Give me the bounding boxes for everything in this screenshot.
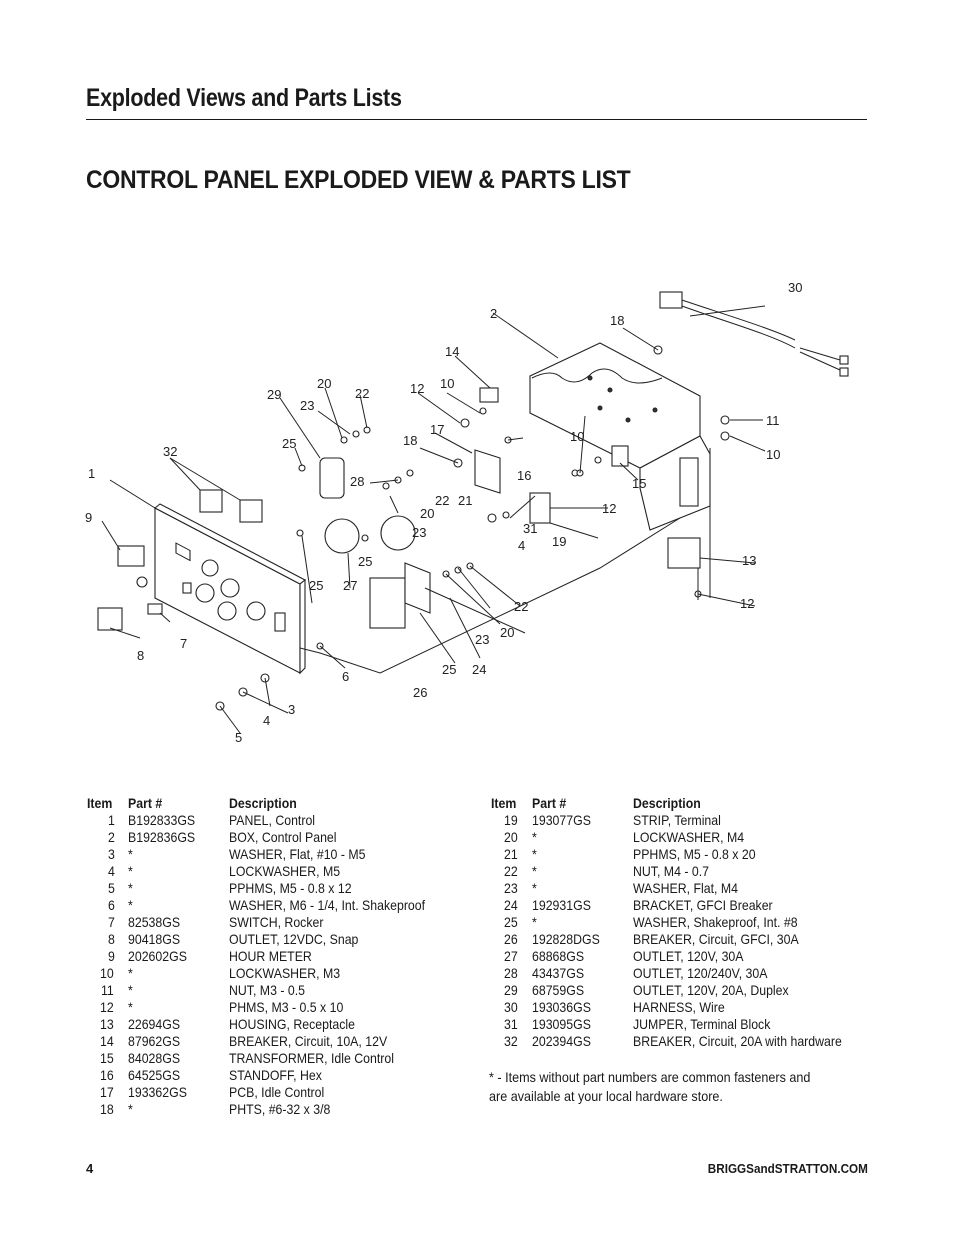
callout-label: 22 — [355, 386, 370, 401]
callout-label: 17 — [430, 422, 445, 437]
item-cell: 16 — [100, 1067, 115, 1083]
item-cell: 22 — [504, 863, 519, 879]
part-number-cell: * — [128, 863, 133, 879]
part-number-cell: 193095GS — [532, 1016, 591, 1032]
table-header-row — [490, 795, 870, 812]
part-number-cell: * — [532, 914, 537, 930]
description-cell: HOUSING, Receptacle — [229, 1016, 355, 1032]
part-number-cell: 192931GS — [532, 897, 591, 913]
part-number-cell: 43437GS — [532, 965, 585, 981]
description-cell: PPHMS, M5 - 0.8 x 20 — [633, 846, 756, 862]
outlet-120v-30a-part — [325, 519, 359, 553]
section-title: Exploded Views and Parts Lists — [86, 84, 402, 112]
description-cell: SWITCH, Rocker — [229, 914, 324, 930]
item-cell: 19 — [504, 812, 519, 828]
part-number-cell: 87962GS — [128, 1033, 181, 1049]
part-number-cell: 22694GS — [128, 1016, 181, 1032]
exploded-view-drawing — [80, 268, 880, 758]
item-cell: 27 — [504, 948, 519, 964]
callout-label: 32 — [163, 444, 178, 459]
description-cell: JUMPER, Terminal Block — [633, 1016, 771, 1032]
table-row — [490, 948, 870, 965]
rocker-switch-part — [148, 604, 162, 614]
description-cell: WASHER, Flat, #10 - M5 — [229, 846, 366, 862]
breaker-10a-part — [480, 388, 498, 402]
callout-label: 25 — [358, 554, 373, 569]
callout-label: 25 — [309, 578, 324, 593]
callout-label: 10 — [440, 376, 455, 391]
callout-label: 30 — [788, 280, 803, 295]
table-row — [490, 982, 870, 999]
table-row — [490, 863, 870, 880]
callout-label: 22 — [435, 493, 450, 508]
table-row — [86, 829, 452, 846]
part-number-cell: 202602GS — [128, 948, 187, 964]
callout-label: 27 — [343, 578, 358, 593]
callout-label: 25 — [442, 662, 457, 677]
item-cell: 1 — [108, 812, 116, 828]
callout-label: 13 — [742, 553, 757, 568]
item-cell: 32 — [504, 1033, 519, 1049]
item-cell: 29 — [504, 982, 519, 998]
part-number-cell: 193362GS — [128, 1084, 187, 1100]
part-header: Part # — [532, 795, 567, 811]
callout-label: 20 — [500, 625, 515, 640]
part-number-cell: * — [532, 863, 537, 879]
table-row — [490, 880, 870, 897]
item-cell: 13 — [100, 1016, 115, 1032]
table-row — [490, 1016, 870, 1033]
table-row — [86, 965, 452, 982]
page-title: CONTROL PANEL EXPLODED VIEW & PARTS LIST — [86, 166, 631, 194]
callout-label: 18 — [403, 433, 418, 448]
item-cell: 5 — [108, 880, 116, 896]
callout-label: 8 — [137, 648, 145, 663]
table-row — [86, 1033, 452, 1050]
callout-label: 11 — [766, 413, 780, 428]
callout-label: 21 — [458, 493, 473, 508]
table-row — [86, 863, 452, 880]
description-cell: NUT, M3 - 0.5 — [229, 982, 305, 998]
callout-label: 2 — [490, 306, 498, 321]
callout-label: 10 — [570, 429, 585, 444]
callout-label: 24 — [472, 662, 487, 677]
item-header: Item — [87, 795, 113, 811]
item-cell: 7 — [108, 914, 116, 930]
footnote — [489, 1068, 869, 1106]
callout-label: 28 — [350, 474, 365, 489]
description-header: Description — [633, 795, 701, 811]
description-cell: BREAKER, Circuit, 10A, 12V — [229, 1033, 388, 1049]
footnote-line: * - Items without part numbers are common fasteners and — [489, 1069, 811, 1085]
breaker-32b-part — [240, 500, 262, 522]
description-cell: LOCKWASHER, M3 — [229, 965, 341, 981]
part-number-cell: 82538GS — [128, 914, 181, 930]
callout-label: 23 — [300, 398, 315, 413]
description-cell: WASHER, Shakeproof, Int. #8 — [633, 914, 798, 930]
description-cell: PANEL, Control — [229, 812, 316, 828]
parts-table-left — [86, 795, 452, 1118]
gfci-breaker-part — [370, 578, 405, 628]
part-number-cell: 90418GS — [128, 931, 181, 947]
exploded-view-diagram — [80, 268, 880, 758]
control-box-part — [530, 343, 710, 530]
item-cell: 8 — [108, 931, 116, 947]
table-row — [86, 982, 452, 999]
item-cell: 11 — [101, 982, 115, 998]
item-cell: 6 — [108, 897, 116, 913]
table-row — [86, 1050, 452, 1067]
table-row — [86, 931, 452, 948]
table-row — [86, 812, 452, 829]
description-cell: STRIP, Terminal — [633, 812, 721, 828]
item-cell: 15 — [100, 1050, 115, 1066]
table-row — [86, 880, 452, 897]
item-cell: 25 — [504, 914, 519, 930]
part-number-cell: * — [532, 880, 537, 896]
wire-harness-part — [660, 292, 848, 376]
description-cell: BREAKER, Circuit, GFCI, 30A — [633, 931, 799, 947]
item-cell: 9 — [108, 948, 116, 964]
part-number-cell: 193036GS — [532, 999, 591, 1015]
item-cell: 17 — [100, 1084, 115, 1100]
callout-label: 12 — [602, 501, 617, 516]
description-cell: OUTLET, 12VDC, Snap — [229, 931, 359, 947]
part-number-cell: 192828DGS — [532, 931, 600, 947]
item-cell: 21 — [504, 846, 519, 862]
description-cell: LOCKWASHER, M4 — [633, 829, 745, 845]
table-row — [86, 897, 452, 914]
part-number-cell: * — [128, 982, 133, 998]
item-cell: 10 — [100, 965, 115, 981]
website-footer: BRIGGSandSTRATTON.COM — [707, 1161, 868, 1176]
callout-label: 5 — [235, 730, 243, 745]
part-number-cell: B192833GS — [128, 812, 196, 828]
description-cell: BRACKET, GFCI Breaker — [633, 897, 773, 913]
part-number-cell: * — [128, 1101, 133, 1117]
part-number-cell: B192836GS — [128, 829, 196, 845]
item-cell: 26 — [504, 931, 519, 947]
description-cell: WASHER, Flat, M4 — [633, 880, 738, 896]
part-number-cell: * — [128, 965, 133, 981]
description-cell: HOUR METER — [229, 948, 312, 964]
description-cell: STANDOFF, Hex — [229, 1067, 322, 1083]
outlet-12v-part — [98, 608, 122, 630]
description-cell: TRANSFORMER, Idle Control — [229, 1050, 394, 1066]
callout-label: 31 — [523, 521, 538, 536]
table-row — [86, 1101, 452, 1118]
table-header-row — [86, 795, 452, 812]
callout-label: 26 — [413, 685, 428, 700]
callout-label: 20 — [317, 376, 332, 391]
header-rule — [86, 119, 867, 120]
description-cell: NUT, M4 - 0.7 — [633, 863, 709, 879]
description-cell: BOX, Control Panel — [229, 829, 337, 845]
callout-label: 19 — [552, 534, 567, 549]
table-row — [490, 965, 870, 982]
callout-label: 16 — [517, 468, 532, 483]
table-row — [490, 999, 870, 1016]
description-cell: BREAKER, Circuit, 20A with hardware — [633, 1033, 842, 1049]
breaker-32a-part — [200, 490, 222, 512]
item-cell: 2 — [108, 829, 116, 845]
description-header: Description — [229, 795, 297, 811]
description-cell: LOCKWASHER, M5 — [229, 863, 341, 879]
table-row — [86, 1016, 452, 1033]
control-panel-part — [155, 504, 305, 673]
page-number: 4 — [86, 1161, 94, 1176]
callout-label: 1 — [88, 466, 96, 481]
item-cell: 4 — [108, 863, 116, 879]
table-row — [490, 829, 870, 846]
callout-label: 18 — [610, 313, 625, 328]
part-number-cell: 202394GS — [532, 1033, 591, 1049]
callout-label: 20 — [420, 506, 435, 521]
item-cell: 24 — [504, 897, 519, 913]
callout-label: 6 — [342, 669, 350, 684]
part-number-cell: * — [128, 999, 133, 1015]
part-number-cell: 193077GS — [532, 812, 591, 828]
callout-label: 12 — [740, 596, 755, 611]
item-cell: 3 — [108, 846, 116, 862]
callout-label: 14 — [445, 344, 460, 359]
footnote-line: are available at your local hardware store. — [489, 1088, 723, 1104]
part-number-cell: 68868GS — [532, 948, 585, 964]
part-number-cell: * — [128, 897, 133, 913]
description-cell: PCB, Idle Control — [229, 1084, 325, 1100]
callout-label: 29 — [267, 387, 282, 402]
hour-meter-part — [118, 546, 144, 566]
callout-label: 7 — [180, 636, 188, 651]
callout-label: 25 — [282, 436, 297, 451]
table-row — [86, 1067, 452, 1084]
outlet-240v-30a-part — [381, 516, 415, 550]
part-number-cell: 64525GS — [128, 1067, 181, 1083]
callout-label: 10 — [766, 447, 781, 462]
item-cell: 31 — [504, 1016, 519, 1032]
receptacle-housing-part — [668, 538, 700, 568]
table-row — [490, 1033, 870, 1050]
table-row — [490, 931, 870, 948]
part-header: Part # — [128, 795, 163, 811]
item-cell: 28 — [504, 965, 519, 981]
table-row — [490, 914, 870, 931]
item-cell: 12 — [100, 999, 115, 1015]
callout-label: 22 — [514, 599, 529, 614]
duplex-outlet-part — [320, 458, 344, 498]
callout-label: 4 — [518, 538, 526, 553]
part-number-cell: 84028GS — [128, 1050, 181, 1066]
item-cell: 14 — [100, 1033, 115, 1049]
callout-label: 23 — [475, 632, 490, 647]
gfci-bracket-part — [405, 563, 430, 613]
table-row — [86, 948, 452, 965]
table-row — [490, 812, 870, 829]
description-cell: PPHMS, M5 - 0.8 x 12 — [229, 880, 352, 896]
callout-label: 12 — [410, 381, 425, 396]
part-number-cell: * — [532, 829, 537, 845]
description-cell: OUTLET, 120V, 20A, Duplex — [633, 982, 789, 998]
callout-label: 3 — [288, 702, 296, 717]
item-cell: 20 — [504, 829, 519, 845]
description-cell: OUTLET, 120/240V, 30A — [633, 965, 768, 981]
callout-label: 15 — [632, 476, 647, 491]
description-cell: HARNESS, Wire — [633, 999, 725, 1015]
part-number-cell: 68759GS — [532, 982, 585, 998]
callout-label: 9 — [85, 510, 93, 525]
callout-label: 4 — [263, 713, 271, 728]
part-number-cell: * — [532, 846, 537, 862]
table-row — [490, 897, 870, 914]
part-number-cell: * — [128, 846, 133, 862]
table-row — [86, 914, 452, 931]
parts-table-right — [490, 795, 870, 1050]
description-cell: PHMS, M3 - 0.5 x 10 — [229, 999, 344, 1015]
table-row — [86, 999, 452, 1016]
callout-label: 23 — [412, 525, 427, 540]
table-row — [86, 1084, 452, 1101]
description-cell: PHTS, #6-32 x 3/8 — [229, 1101, 331, 1117]
description-cell: OUTLET, 120V, 30A — [633, 948, 744, 964]
idle-pcb-part — [475, 450, 500, 493]
description-cell: WASHER, M6 - 1/4, Int. Shakeproof — [229, 897, 426, 913]
part-number-cell: * — [128, 880, 133, 896]
item-cell: 30 — [504, 999, 519, 1015]
item-header: Item — [491, 795, 517, 811]
item-cell: 23 — [504, 880, 519, 896]
table-row — [490, 846, 870, 863]
item-cell: 18 — [100, 1101, 115, 1117]
table-row — [86, 846, 452, 863]
